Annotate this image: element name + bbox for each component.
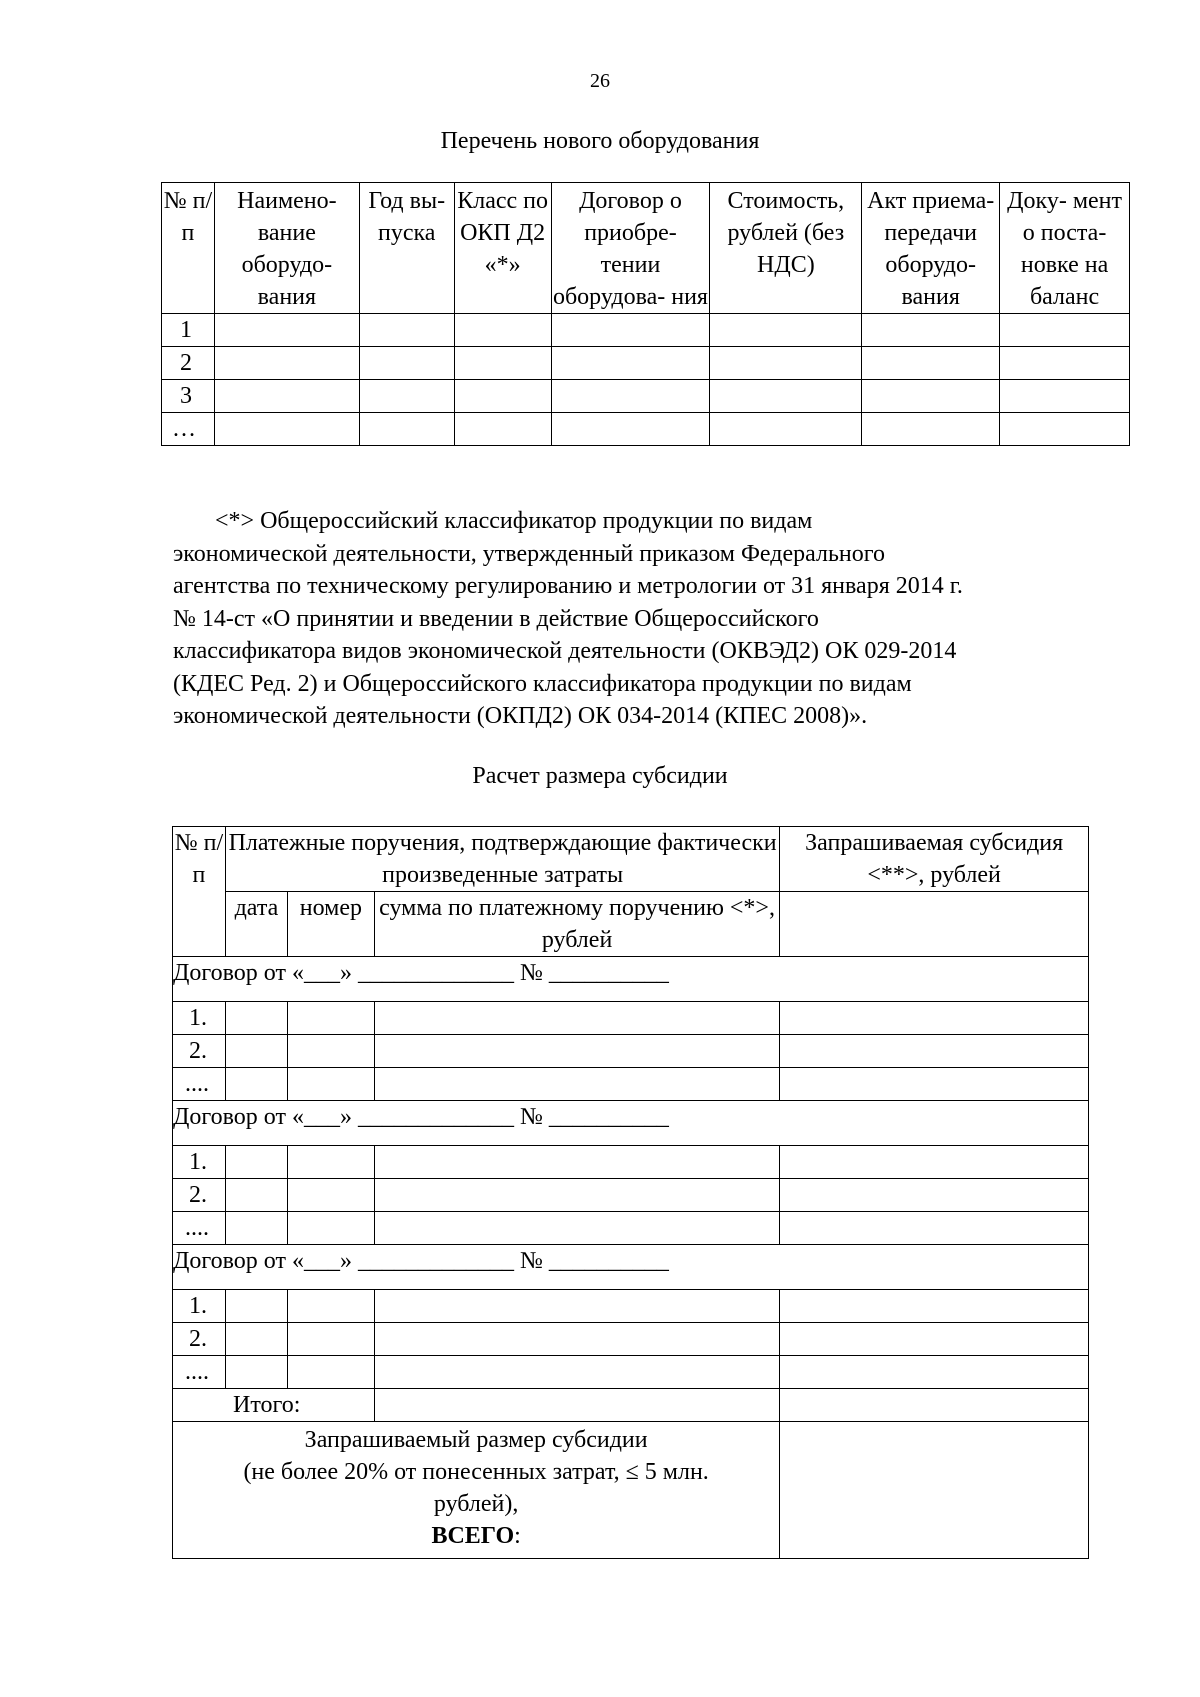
footnote <box>173 505 1118 733</box>
table-cell <box>374 1323 779 1356</box>
table-cell <box>862 347 1000 380</box>
payment-row <box>173 1035 1089 1068</box>
table-cell <box>374 1068 779 1101</box>
table-cell <box>862 380 1000 413</box>
row-number: 3 <box>162 380 215 413</box>
contract-label: Договор от «___» _____________ № __________ <box>173 957 1089 1002</box>
table-cell <box>551 347 710 380</box>
equipment-header-row <box>162 183 1130 314</box>
table-cell <box>214 380 359 413</box>
equipment-row <box>162 413 1130 446</box>
equipment-header-cell: Класс по ОКП Д2 «*» <box>454 183 551 314</box>
subsidy-subheader-row <box>173 892 1089 957</box>
row-number: 2 <box>162 347 215 380</box>
equipment-header-cell: Акт приема- передачи оборудо- вания <box>862 183 1000 314</box>
equipment-header-cell: Договор о приобре- тении оборудова- ния <box>551 183 710 314</box>
table-cell <box>780 1179 1089 1212</box>
header-number: № п/п <box>173 827 226 957</box>
table-cell <box>780 1068 1089 1101</box>
contract-row <box>173 957 1089 1002</box>
row-number: .... <box>173 1356 226 1389</box>
table-cell <box>225 1068 287 1101</box>
table-cell <box>225 1323 287 1356</box>
table-cell <box>225 1290 287 1323</box>
payment-row <box>173 1212 1089 1245</box>
page-number: 26 <box>590 70 610 92</box>
footnote-line: (КДЕС Ред. 2) и Общероссийского классификатора продукции по видам <box>173 670 912 697</box>
row-number: 2. <box>173 1035 226 1068</box>
grand-total-colon: : <box>514 1523 521 1549</box>
table-cell <box>287 1323 374 1356</box>
equipment-header-cell: № п/ п <box>162 183 215 314</box>
table-cell <box>780 1035 1089 1068</box>
row-number: 1 <box>162 314 215 347</box>
payment-row <box>173 1002 1089 1035</box>
table-cell <box>551 314 710 347</box>
table-cell <box>374 1356 779 1389</box>
table-cell <box>780 1356 1089 1389</box>
row-number: 1. <box>173 1290 226 1323</box>
payment-row <box>173 1068 1089 1101</box>
table-cell <box>225 1146 287 1179</box>
table-cell <box>1000 413 1130 446</box>
table-cell <box>780 1422 1089 1559</box>
row-number: 2. <box>173 1323 226 1356</box>
contract-label: Договор от «___» _____________ № __________ <box>173 1101 1089 1146</box>
table-cell <box>780 1002 1089 1035</box>
footnote-line: экономической деятельности (ОКПД2) ОК 034-2014 (КПЕС 2008)». <box>173 703 868 729</box>
footnote-line: <*> Общероссийский классификатор продукции по видам <box>215 508 813 534</box>
subsidy-title: Расчет размера субсидии <box>472 763 728 789</box>
table-cell <box>1000 347 1130 380</box>
table-cell <box>780 892 1089 957</box>
table-cell <box>710 347 862 380</box>
footnote-line: агентства по техническому регулированию и метрологии от 31 января 2014 г. <box>173 573 963 599</box>
row-number: .... <box>173 1212 226 1245</box>
payment-row <box>173 1323 1089 1356</box>
equipment-row <box>162 380 1130 413</box>
table-cell <box>862 413 1000 446</box>
table-cell <box>225 1356 287 1389</box>
table-cell <box>225 1035 287 1068</box>
table-cell <box>862 314 1000 347</box>
payment-row <box>173 1356 1089 1389</box>
table-cell <box>780 1323 1089 1356</box>
table-cell <box>287 1212 374 1245</box>
contract-row <box>173 1245 1089 1290</box>
grand-total-line: (не более 20% от понесенных затрат, ≤ 5 млн. <box>243 1459 709 1485</box>
table-cell <box>551 380 710 413</box>
subsidy-header-row <box>173 827 1089 892</box>
footnote-line: № 14-ст «О принятии и введении в действие Общероссийского <box>173 605 819 632</box>
table-cell <box>287 1290 374 1323</box>
table-cell <box>710 380 862 413</box>
table-cell <box>780 1389 1089 1422</box>
table-cell <box>374 1002 779 1035</box>
table-cell <box>1000 314 1130 347</box>
table-cell <box>551 413 710 446</box>
header-payment-number: номер <box>287 892 374 957</box>
table-cell <box>287 1179 374 1212</box>
equipment-header-cell: Год вы- пуска <box>359 183 454 314</box>
footnote-line: классификатора видов экономической деятельности (ОКВЭД2) ОК 029-2014 <box>173 638 957 664</box>
table-cell <box>780 1146 1089 1179</box>
equipment-row <box>162 314 1130 347</box>
table-cell <box>454 347 551 380</box>
grand-total-label <box>173 1422 780 1559</box>
table-cell <box>225 1179 287 1212</box>
grand-total-line <box>173 1520 779 1552</box>
subsidy-table <box>172 826 1089 1559</box>
row-number: 1. <box>173 1146 226 1179</box>
total-label: Итого: <box>173 1389 375 1422</box>
table-cell <box>287 1146 374 1179</box>
equipment-row <box>162 347 1130 380</box>
header-requested: Запрашиваемая субсидия <**>, рублей <box>780 827 1089 892</box>
table-cell <box>359 413 454 446</box>
table-cell <box>287 1068 374 1101</box>
table-cell <box>454 314 551 347</box>
grand-total-line: Запрашиваемый размер субсидии <box>304 1427 648 1453</box>
header-sum: сумма по платежному поручению <*>, рублей <box>374 892 779 957</box>
row-number: 2. <box>173 1179 226 1212</box>
table-cell <box>374 1389 779 1422</box>
table-cell <box>1000 380 1130 413</box>
table-cell <box>287 1002 374 1035</box>
contract-label: Договор от «___» _____________ № __________ <box>173 1245 1089 1290</box>
table-cell <box>287 1035 374 1068</box>
table-cell <box>214 413 359 446</box>
table-cell <box>214 347 359 380</box>
payment-row <box>173 1290 1089 1323</box>
table-cell <box>287 1356 374 1389</box>
header-payments: Платежные поручения, подтверждающие фактически произведенные затраты <box>225 827 779 892</box>
header-date: дата <box>225 892 287 957</box>
equipment-title: Перечень нового оборудования <box>440 128 760 154</box>
total-row <box>173 1389 1089 1422</box>
table-cell <box>454 413 551 446</box>
row-number: … <box>162 413 215 446</box>
equipment-header-cell: Стоимость, рублей (без НДС) <box>710 183 862 314</box>
table-cell <box>780 1290 1089 1323</box>
equipment-header-cell: Доку- мент о поста- новке на баланс <box>1000 183 1130 314</box>
table-cell <box>359 314 454 347</box>
table-cell <box>214 314 359 347</box>
table-cell <box>780 1212 1089 1245</box>
row-number: .... <box>173 1068 226 1101</box>
payment-row <box>173 1146 1089 1179</box>
table-cell <box>710 314 862 347</box>
table-cell <box>374 1035 779 1068</box>
table-cell <box>374 1290 779 1323</box>
table-cell <box>374 1179 779 1212</box>
grand-total-row <box>173 1422 1089 1559</box>
table-cell <box>359 380 454 413</box>
grand-total-bold: ВСЕГО <box>431 1523 515 1549</box>
equipment-header-cell: Наимено- вание оборудо- вания <box>214 183 359 314</box>
footnote-line: экономической деятельности, утвержденный приказом Федерального <box>173 540 885 567</box>
table-cell <box>225 1212 287 1245</box>
table-cell <box>710 413 862 446</box>
table-cell <box>374 1146 779 1179</box>
payment-row <box>173 1179 1089 1212</box>
table-cell <box>454 380 551 413</box>
equipment-table <box>161 182 1130 446</box>
row-number: 1. <box>173 1002 226 1035</box>
table-cell <box>225 1002 287 1035</box>
table-cell <box>374 1212 779 1245</box>
contract-row <box>173 1101 1089 1146</box>
table-cell <box>359 347 454 380</box>
grand-total-line: рублей), <box>433 1491 519 1517</box>
